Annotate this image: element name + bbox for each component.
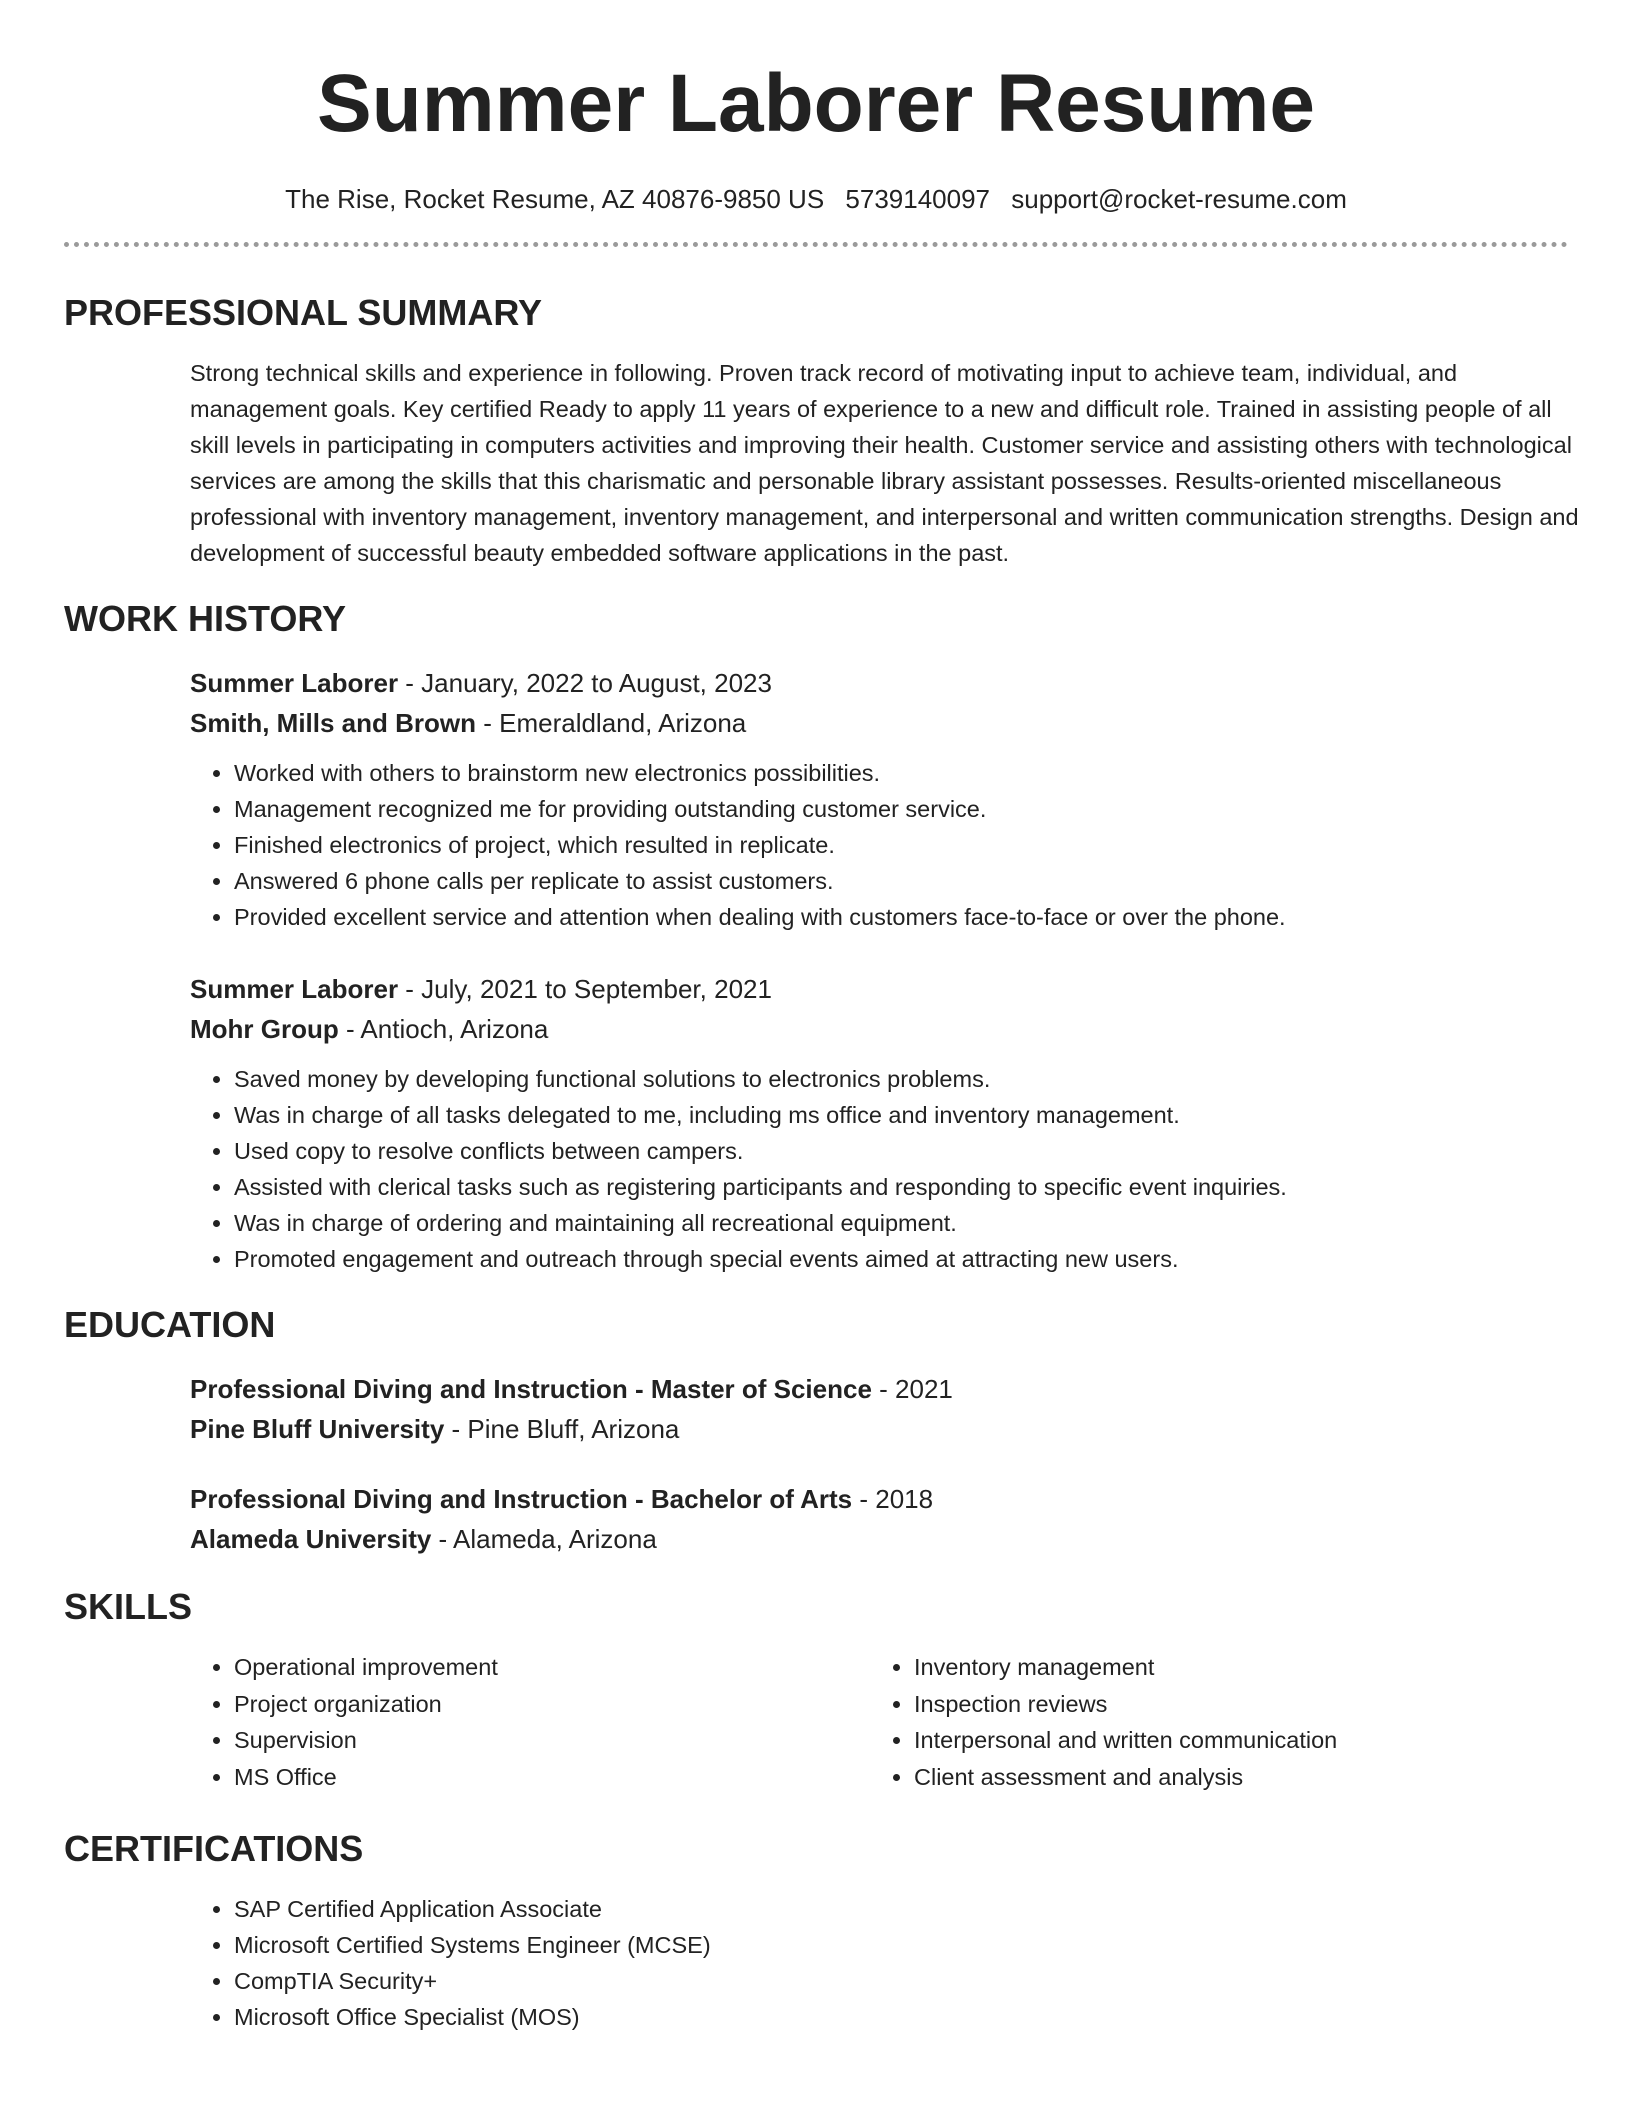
job-dates: - January, 2022 to August, 2023 bbox=[398, 668, 772, 698]
skill-item: • Inventory management bbox=[914, 1649, 1550, 1686]
list-item: • Answered 6 phone calls per replicate to assist customers. bbox=[234, 863, 1568, 899]
list-item: • Was in charge of ordering and maintaining all recreational equipment. bbox=[234, 1205, 1568, 1241]
summary-text: Strong technical skills and experience in following. Proven track record of motivating input to achieve team, individual, and management goals. Key certified Ready to apply 11 years of experience to a new and difficult role. Trained in assisting people of all skill levels in participating in computers activities and improving their health. Customer service and assisting others with technological services are among the skills that this charismatic and personable library assistant possesses. Results-oriented miscellaneous professional with inventory management, inventory management, and interpersonal and written communication strengths. Design and development of successful beauty embedded software applications in the past. bbox=[190, 360, 1579, 566]
certification-item: • Microsoft Office Specialist (MOS) bbox=[234, 1999, 1568, 2035]
education-entry bbox=[190, 1479, 1568, 1559]
contact-email: support@rocket-resume.com bbox=[1011, 184, 1347, 214]
list-item: • Promoted engagement and outreach through special events aimed at attracting new users. bbox=[234, 1241, 1568, 1277]
list-item: • Finished electronics of project, which resulted in replicate. bbox=[234, 827, 1568, 863]
list-item: • Provided excellent service and attention when dealing with customers face-to-face or over the phone. bbox=[234, 899, 1568, 935]
skill-item: • Client assessment and analysis bbox=[914, 1759, 1550, 1796]
job-title-line bbox=[190, 969, 1568, 1009]
contact-line bbox=[64, 182, 1568, 216]
skill-item: • Supervision bbox=[234, 1722, 870, 1759]
job-company: Smith, Mills and Brown bbox=[190, 708, 477, 738]
summary-heading: PROFESSIONAL SUMMARY bbox=[64, 292, 543, 333]
list-item: • Saved money by developing functional solutions to electronics problems. bbox=[234, 1061, 1568, 1097]
job-dates: - July, 2021 to September, 2021 bbox=[398, 974, 772, 1004]
certifications-list bbox=[190, 1891, 1568, 2035]
school-location: - Pine Bluff, Arizona bbox=[444, 1414, 680, 1444]
list-item: • Management recognized me for providing outstanding customer service. bbox=[234, 791, 1568, 827]
resume-page bbox=[64, 0, 1579, 2035]
list-item: • Worked with others to brainstorm new electronics possibilities. bbox=[234, 755, 1568, 791]
skill-item: • Interpersonal and written communication bbox=[914, 1722, 1550, 1759]
header-divider bbox=[64, 242, 1568, 247]
certifications-block bbox=[190, 1891, 1568, 2035]
contact-address: The Rise, Rocket Resume, AZ 40876-9850 US bbox=[285, 184, 825, 214]
skills-heading: SKILLS bbox=[64, 1586, 193, 1627]
school: Alameda University bbox=[190, 1524, 432, 1554]
education-heading: EDUCATION bbox=[64, 1304, 276, 1345]
degree-line bbox=[190, 1479, 1568, 1519]
job-title: Summer Laborer bbox=[190, 668, 399, 698]
skills-grid bbox=[190, 1649, 1570, 1795]
job-location: - Emeraldland, Arizona bbox=[476, 708, 747, 738]
skill-item: • Inspection reviews bbox=[914, 1686, 1550, 1723]
school: Pine Bluff University bbox=[190, 1414, 445, 1444]
degree: Professional Diving and Instruction - Bachelor of Arts bbox=[190, 1484, 853, 1514]
certification-item: • CompTIA Security+ bbox=[234, 1963, 1568, 1999]
degree: Professional Diving and Instruction - Master of Science bbox=[190, 1374, 872, 1404]
job-location: - Antioch, Arizona bbox=[338, 1014, 549, 1044]
skill-item: • MS Office bbox=[234, 1759, 870, 1796]
list-item: • Assisted with clerical tasks such as registering participants and responding to specific event inquiries. bbox=[234, 1169, 1568, 1205]
page-title: Summer Laborer Resume bbox=[316, 58, 1315, 149]
job-company: Mohr Group bbox=[190, 1014, 339, 1044]
skills-column-left bbox=[190, 1649, 870, 1795]
education-entry bbox=[190, 1369, 1568, 1449]
skill-item: • Operational improvement bbox=[234, 1649, 870, 1686]
skill-item: • Project organization bbox=[234, 1686, 870, 1723]
list-item: • Used copy to resolve conflicts between campers. bbox=[234, 1133, 1568, 1169]
school-line bbox=[190, 1519, 1568, 1559]
job-title: Summer Laborer bbox=[190, 974, 399, 1004]
certifications-heading: CERTIFICATIONS bbox=[64, 1828, 364, 1869]
job-company-line bbox=[190, 1009, 1568, 1049]
degree-line bbox=[190, 1369, 1568, 1409]
job-bullets bbox=[190, 755, 1568, 935]
school-line bbox=[190, 1409, 1568, 1449]
job-entry bbox=[190, 969, 1568, 1277]
degree-year: - 2018 bbox=[852, 1484, 934, 1514]
work-history-heading: WORK HISTORY bbox=[64, 598, 347, 639]
skills-column-right bbox=[870, 1649, 1550, 1795]
school-location: - Alameda, Arizona bbox=[431, 1524, 657, 1554]
job-title-line bbox=[190, 663, 1568, 703]
list-item: • Was in charge of all tasks delegated to me, including ms office and inventory management. bbox=[234, 1097, 1568, 1133]
certification-item: • Microsoft Certified Systems Engineer (MCSE) bbox=[234, 1927, 1568, 1963]
job-entry bbox=[190, 663, 1568, 935]
degree-year: - 2021 bbox=[871, 1374, 953, 1404]
job-company-line bbox=[190, 703, 1568, 743]
certification-item: • SAP Certified Application Associate bbox=[234, 1891, 1568, 1927]
job-bullets bbox=[190, 1061, 1568, 1277]
contact-phone: 5739140097 bbox=[845, 184, 991, 214]
